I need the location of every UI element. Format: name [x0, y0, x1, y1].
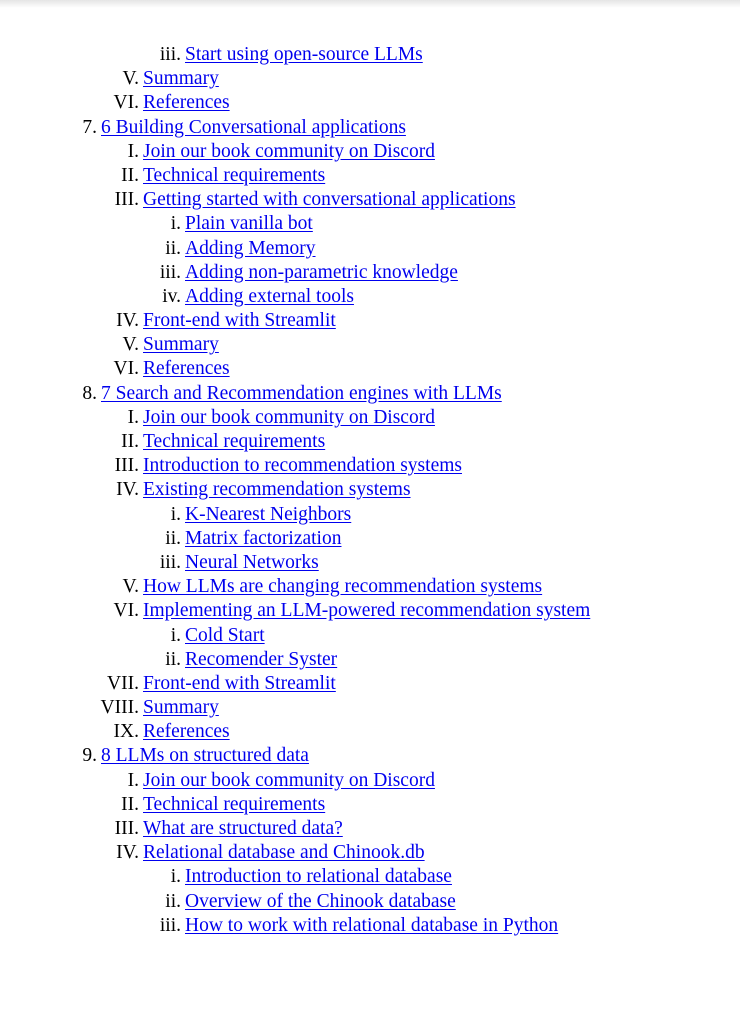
toc-entry	[0, 67, 740, 91]
toc-entry	[0, 914, 740, 938]
toc-entry-link[interactable]: Front-end with Streamlit	[143, 672, 336, 694]
toc-entry-link[interactable]: Join our book community on Discord	[143, 769, 435, 791]
toc-entry-link[interactable]: Front-end with Streamlit	[143, 310, 336, 332]
toc-entry-link[interactable]: Technical requirements	[143, 431, 326, 452]
toc-entry-number: V.	[122, 576, 139, 598]
page-top-shadow	[0, 0, 740, 8]
toc-entry-number: III.	[114, 189, 139, 211]
table-of-contents	[0, 43, 740, 938]
toc-entry-number: II.	[121, 793, 139, 815]
toc-entry-number: i.	[170, 503, 181, 525]
toc-entry	[0, 890, 740, 914]
toc-entry	[0, 188, 740, 212]
toc-entry	[0, 261, 740, 285]
toc-entry-link[interactable]: Technical requirements	[143, 793, 326, 815]
toc-entry	[0, 164, 740, 188]
toc-entry-link[interactable]: How to work with relational database in Python	[185, 914, 559, 936]
toc-entry-number: II.	[121, 431, 139, 452]
toc-entry-number: 9.	[82, 745, 97, 767]
toc-entry-link[interactable]: 8 LLMs on structured data	[101, 745, 309, 767]
toc-entry	[0, 551, 740, 575]
toc-entry-link[interactable]: Introduction to recommendation systems	[143, 455, 462, 477]
toc-entry-number: iii.	[159, 44, 181, 65]
toc-entry-link[interactable]: Summary	[143, 68, 219, 90]
toc-entry-link[interactable]: Join our book community on Discord	[143, 406, 435, 428]
toc-entry-number: VII.	[107, 672, 139, 694]
toc-entry-number: ii.	[165, 648, 181, 670]
toc-entry	[0, 91, 740, 115]
toc-entry	[0, 503, 740, 527]
toc-entry-number: iii.	[159, 551, 181, 573]
toc-entry-link[interactable]: Cold Start	[185, 624, 265, 646]
toc-entry-link[interactable]: Summary	[143, 697, 219, 719]
toc-entry-number: i.	[170, 624, 181, 646]
toc-entry-link[interactable]: K-Nearest Neighbors	[185, 503, 352, 525]
toc-entry-link[interactable]: 7 Search and Recommendation engines with LLMs	[101, 382, 502, 404]
toc-entry	[0, 237, 740, 261]
toc-entry-number: 7.	[82, 116, 97, 138]
toc-entry-link[interactable]: Overview of the Chinook database	[185, 890, 456, 912]
toc-entry	[0, 599, 740, 623]
toc-entry-link[interactable]: Summary	[143, 334, 219, 356]
toc-entry	[0, 769, 740, 793]
toc-entry	[0, 817, 740, 841]
toc-entry	[0, 841, 740, 865]
toc-entry-link[interactable]: Matrix factorization	[185, 527, 342, 549]
toc-entry-number: IV.	[116, 310, 139, 332]
toc-entry-number: I.	[127, 769, 139, 791]
toc-entry-number: VIII.	[100, 697, 139, 719]
toc-entry-link[interactable]: References	[143, 721, 230, 743]
toc-entry-link[interactable]: Introduction to relational database	[185, 866, 452, 888]
toc-entry	[0, 648, 740, 672]
toc-entry	[0, 696, 740, 720]
toc-entry	[0, 527, 740, 551]
toc-entry	[0, 575, 740, 599]
toc-entry-number: VI.	[113, 92, 139, 114]
toc-entry	[0, 793, 740, 817]
toc-entry-link[interactable]: Plain vanilla bot	[185, 213, 313, 235]
toc-entry	[0, 720, 740, 744]
toc-entry-number: i.	[170, 213, 181, 235]
toc-entry-number: iv.	[162, 285, 181, 307]
toc-entry-link[interactable]: Relational database and Chinook.db	[143, 842, 425, 864]
toc-entry-link[interactable]: Adding Memory	[185, 237, 316, 259]
toc-entry-link[interactable]: Join our book community on Discord	[143, 140, 435, 162]
toc-entry	[0, 43, 740, 67]
toc-entry	[0, 406, 740, 430]
toc-entry-link[interactable]: 6 Building Conversational applications	[101, 116, 406, 138]
toc-entry-number: II.	[121, 164, 139, 186]
toc-entry	[0, 478, 740, 502]
toc-entry-link[interactable]: Getting started with conversational applications	[143, 189, 516, 211]
toc-entry	[0, 212, 740, 236]
toc-entry-link[interactable]: References	[143, 92, 230, 114]
toc-entry-number: iii.	[159, 914, 181, 936]
toc-entry-link[interactable]: How LLMs are changing recommendation systems	[143, 576, 543, 598]
toc-entry	[0, 430, 740, 454]
toc-entry-number: ii.	[165, 890, 181, 912]
toc-entry-link[interactable]: Technical requirements	[143, 164, 326, 186]
toc-entry-link[interactable]: Adding external tools	[185, 285, 354, 307]
toc-entry	[0, 357, 740, 381]
toc-entry-number: IV.	[116, 479, 139, 501]
toc-entry-link[interactable]: Recomender Syster	[185, 648, 338, 670]
toc-entry	[0, 624, 740, 648]
toc-entry-number: ii.	[165, 237, 181, 259]
toc-entry-number: I.	[127, 406, 139, 428]
toc-entry-number: VI.	[113, 600, 139, 622]
toc-entry	[0, 382, 740, 406]
toc-entry-link[interactable]: References	[143, 358, 230, 380]
toc-entry-link[interactable]: Start using open-source LLMs	[185, 44, 423, 65]
toc-entry-link[interactable]: Neural Networks	[185, 551, 319, 573]
toc-entry-link[interactable]: Existing recommendation systems	[143, 479, 411, 501]
toc-entry-number: V.	[122, 334, 139, 356]
toc-entry-number: III.	[114, 455, 139, 477]
toc-entry-number: VI.	[113, 358, 139, 380]
toc-entry	[0, 865, 740, 889]
toc-entry-number: IX.	[113, 721, 139, 743]
toc-entry	[0, 454, 740, 478]
toc-entry-number: iii.	[159, 261, 181, 283]
toc-entry-link[interactable]: Adding non-parametric knowledge	[185, 261, 458, 283]
toc-entry	[0, 116, 740, 140]
toc-entry-number: 8.	[82, 382, 97, 404]
toc-entry	[0, 285, 740, 309]
toc-entry-number: V.	[122, 68, 139, 90]
toc-entry	[0, 744, 740, 768]
toc-entry-number: i.	[170, 866, 181, 888]
toc-entry-number: ii.	[165, 527, 181, 549]
toc-entry	[0, 672, 740, 696]
toc-entry-number: I.	[127, 140, 139, 162]
toc-entry-number: IV.	[116, 842, 139, 864]
toc-entry	[0, 140, 740, 164]
toc-entry-link[interactable]: What are structured data?	[143, 818, 343, 839]
toc-entry-link[interactable]: Implementing an LLM-powered recommendation system	[143, 600, 591, 622]
toc-entry-number: III.	[114, 818, 139, 839]
toc-entry	[0, 309, 740, 333]
toc-entry	[0, 333, 740, 357]
